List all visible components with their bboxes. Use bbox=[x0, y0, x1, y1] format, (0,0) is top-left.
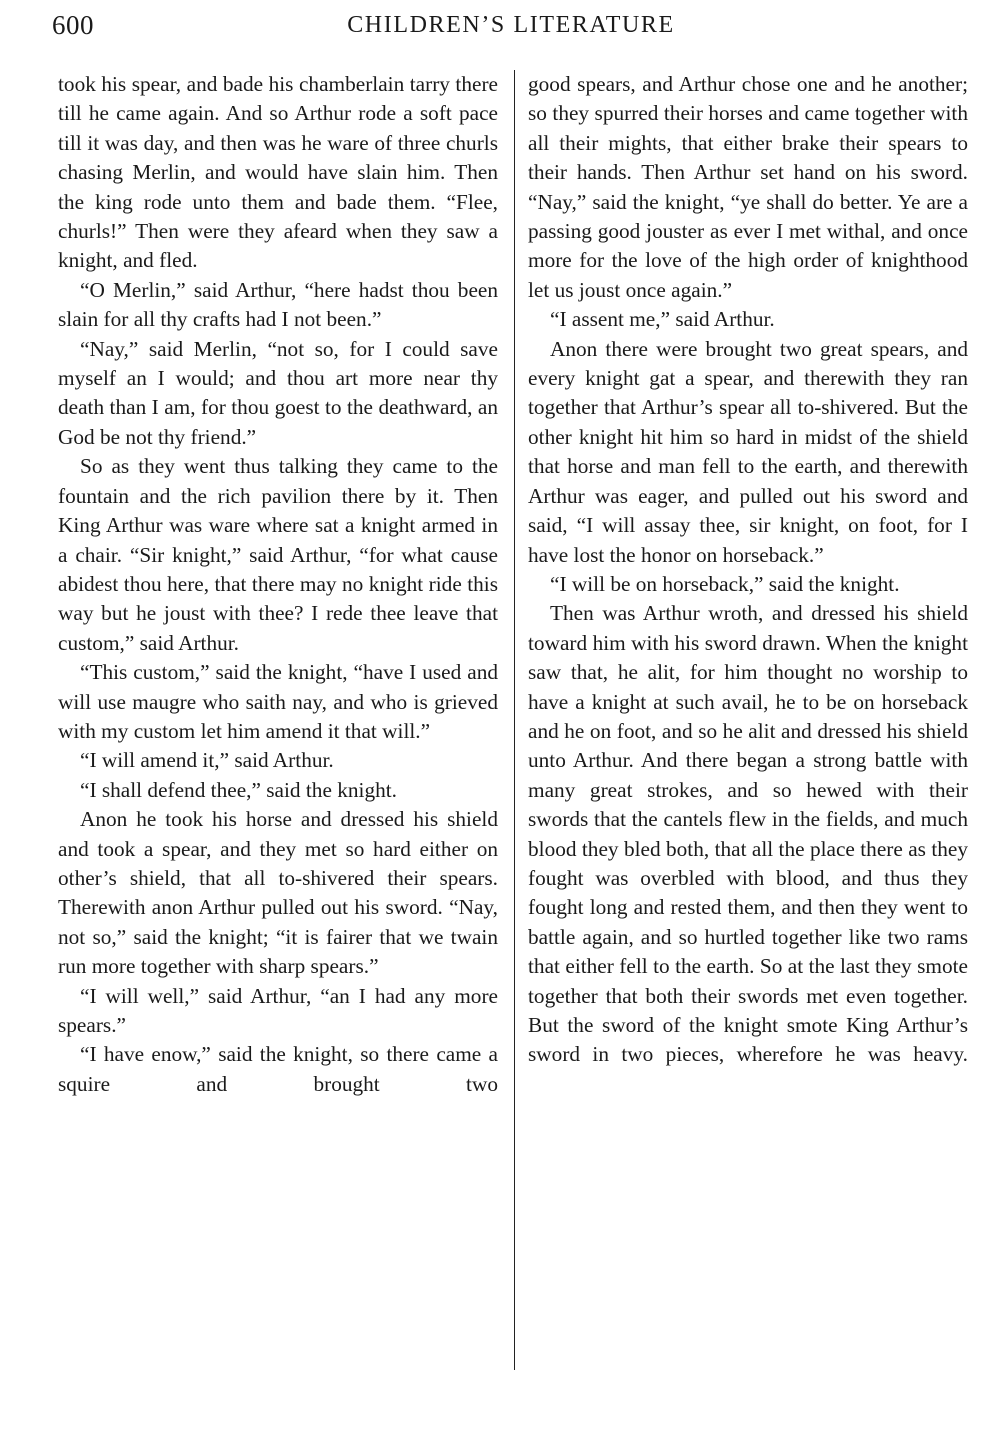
paragraph: “O Merlin,” said Arthur, “here hadst thou been slain for all thy crafts had I not been.” bbox=[58, 277, 498, 332]
paragraph: “I shall defend thee,” said the knight. bbox=[80, 777, 397, 802]
paragraph: good spears, and Arthur chose one and he another; so they spurred their horses and came together with all their mights, that either brake their spears to their hands. Then Arthur set hand on his sword. “Nay,” said the knight, “ye shall do better. Ye are a passing good jouster as ever I met withal, and once more for the love of the high order of knighthood let us joust once again.” bbox=[528, 72, 968, 302]
page-number: 600 bbox=[52, 10, 94, 40]
page-header bbox=[52, 10, 970, 46]
paragraph: “I assent me,” said Arthur. bbox=[550, 307, 775, 332]
left-column bbox=[58, 70, 498, 1099]
paragraph: “I will well,” said Arthur, “an I had any more spears.” bbox=[58, 983, 498, 1037]
paragraph: Then was Arthur wroth, and dressed his shield toward him with his sword drawn. When the knight saw that, he alit, for him thought no worship to have a knight at such avail, he to be on horseback and he on foot, and so he alit and dressed his shield unto Arthur. And there began a strong battle with many great strokes, and so hewed with their swords that the cantels flew in the fields, and much blood they bled both, that all the place there as they fought was overbled with blood, and thus they fought long and rested them, and then they went to battle again, and so hurtled together like two rams that either fell to the earth. So at the last they smote together that both their swords met even together. But the sword of the knight smote King Arthur’s sword in two pieces, wherefore he was heavy. bbox=[528, 601, 968, 1067]
paragraph: “Nay,” said Merlin, “not so, for I could save myself an I would; and thou art more near thy death than I am, for thou goest to the deathward, an God be not thy friend.” bbox=[58, 336, 498, 449]
paragraph: Anon there were brought two great spears, and every knight gat a spear, and therewith they ran together that Arthur’s spear all to-shivered. But the other knight hit him so hard in midst of the shield that horse and man fell to the earth, and therewith Arthur was eager, and pulled out his sword and said, “I will assay thee, sir knight, on foot, for I have lost the honor on horseback.” bbox=[528, 336, 968, 567]
paragraph: “I will be on horseback,” said the knight. bbox=[550, 571, 900, 596]
right-column bbox=[528, 70, 968, 1070]
paragraph: took his spear, and bade his chamberlain tarry there till he came again. And so Arthur rode a soft pace till it was day, and then was he ware of three churls chasing Merlin, and would have slain him. Then the king rode unto them and bade them. “Flee, churls!” Then were they afeard when they saw a knight, and fled. bbox=[58, 72, 498, 273]
paragraph: So as they went thus talking they came to the fountain and the rich pavilion there by it. Then King Arthur was ware where sat a knight armed in a chair. “Sir knight,” said Arthur, “for what cause abidest thou here, that there may no knight ride this way but he joust with thee? I rede thee leave that custom,” said Arthur. bbox=[58, 454, 498, 655]
paragraph: Anon he took his horse and dressed his shield and took a spear, and they met so hard either on other’s shield, that all to-shivered their spears. Therewith anon Arthur pulled out his sword. “Nay, not so,” said the knight; “it is fairer that we twain run more together with sharp spears.” bbox=[58, 807, 498, 979]
paragraph: “I have enow,” said the knight, so there came a squire and brought two bbox=[58, 1042, 498, 1096]
paragraph: “This custom,” said the knight, “have I used and will use maugre who saith nay, and who is grieved with my custom let him amend it that will.” bbox=[58, 660, 498, 743]
running-head: CHILDREN’S LITERATURE bbox=[347, 12, 675, 38]
paragraph: “I will amend it,” said Arthur. bbox=[80, 748, 334, 773]
column-divider bbox=[514, 70, 515, 1370]
